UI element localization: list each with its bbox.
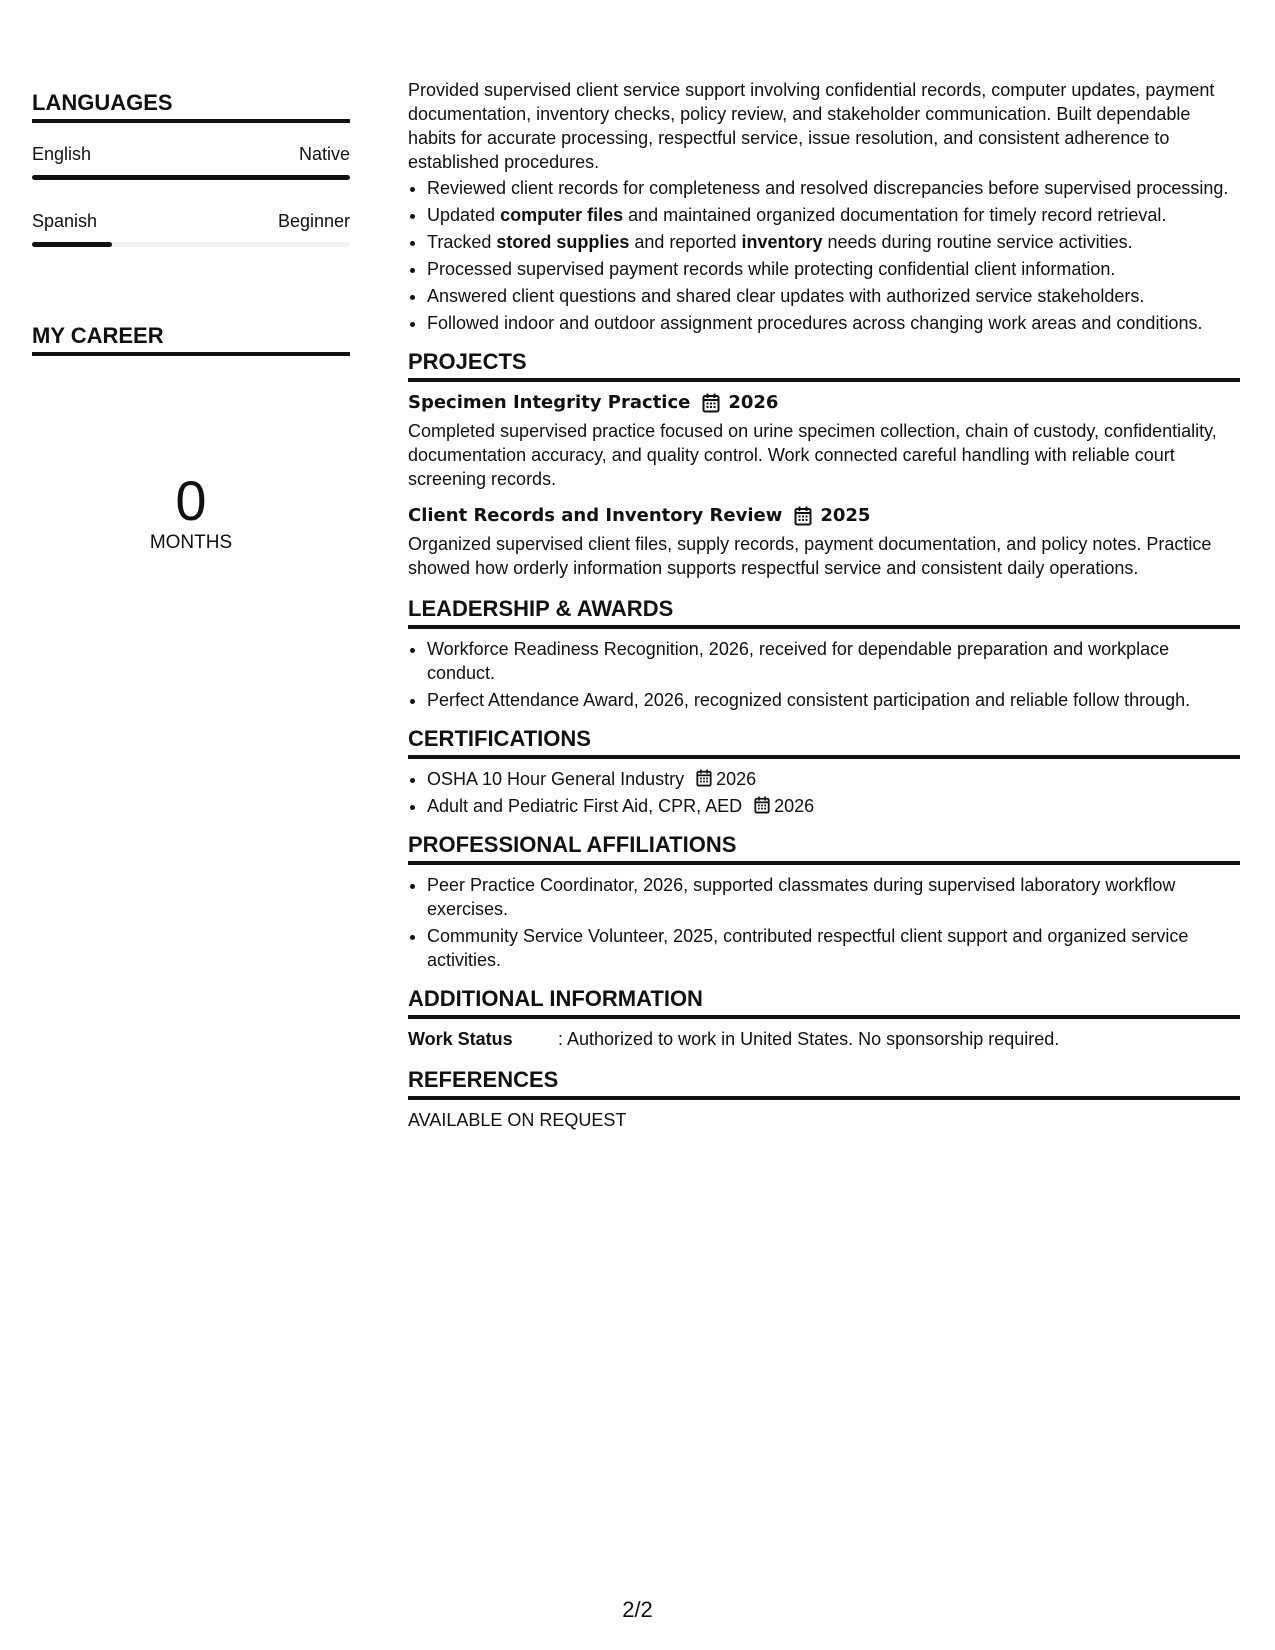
project-title: Specimen Integrity Practice (408, 392, 691, 413)
career-unit: MONTHS (149, 532, 233, 553)
certification-year: 2026 (716, 769, 757, 789)
work-status-row (408, 1027, 1240, 1051)
career-duration (32, 471, 350, 555)
project-year: 2026 (728, 392, 779, 413)
leadership-heading: LEADERSHIP & AWARDS (408, 596, 1240, 629)
language-item (32, 143, 350, 180)
calendar-icon (794, 506, 812, 526)
calendar-icon (696, 769, 712, 787)
language-proficiency-fill (32, 175, 350, 180)
certification-name: Adult and Pediatric First Aid, CPR, AED (427, 796, 743, 816)
project-description: Completed supervised practice focused on urine specimen collection, chain of custody, confidentiality, documentation accuracy, and quality control. Work connected careful handling with reliable court screening records. (408, 421, 1217, 489)
calendar-icon (754, 796, 770, 814)
certifications-heading: CERTIFICATIONS (408, 726, 1240, 759)
certifications-section (408, 726, 1240, 818)
calendar-icon (702, 393, 720, 413)
language-proficiency-fill (32, 242, 112, 247)
main-content (408, 78, 1240, 1132)
language-level: Beginner (277, 211, 350, 231)
project-item (408, 503, 1240, 580)
list-item: • Answered client questions and shared clear updates with authorized service stakeholders. (427, 284, 1240, 308)
experience-section (408, 78, 1240, 335)
references-text: AVAILABLE ON REQUEST (408, 1110, 627, 1130)
language-level: Native (298, 144, 350, 164)
sidebar (32, 90, 350, 555)
references-heading: REFERENCES (408, 1067, 1240, 1100)
list-item: • Peer Practice Coordinator, 2026, supported classmates during supervised laboratory workflow exercises. (427, 873, 1240, 921)
language-name: English (32, 144, 92, 164)
list-item (427, 767, 1240, 791)
language-proficiency-bar (32, 175, 350, 180)
list-item: • Followed indoor and outdoor assignment procedures across changing work areas and conditions. (427, 311, 1240, 335)
work-status-value: : Authorized to work in United States. No sponsorship required. (558, 1029, 1060, 1049)
page-number: 2/2 (622, 1597, 653, 1622)
career-heading: MY CAREER (32, 323, 350, 356)
project-year: 2025 (820, 505, 871, 526)
project-item (408, 390, 1240, 491)
list-item (427, 794, 1240, 818)
project-title: Client Records and Inventory Review (408, 505, 783, 526)
experience-summary: Provided supervised client service support involving confidential records, computer updates, payment documentation, inventory checks, policy review, and stakeholder communication. Built dependable habits for accurate processing, respectful service, issue resolution, and consistent adherence to established procedures. (408, 80, 1215, 172)
language-name: Spanish (32, 211, 98, 231)
work-status-label: Work Status (408, 1029, 513, 1049)
affiliations-section (408, 832, 1240, 972)
list-item: • Processed supervised payment records while protecting confidential client information. (427, 257, 1240, 281)
list-item: • Reviewed client records for completeness and resolved discrepancies before supervised processing. (427, 176, 1240, 200)
list-item: • Perfect Attendance Award, 2026, recognized consistent participation and reliable follow through. (427, 688, 1240, 712)
career-value: 0 (175, 469, 207, 532)
list-item: • Workforce Readiness Recognition, 2026, received for dependable preparation and workplace conduct. (427, 637, 1240, 685)
certification-name: OSHA 10 Hour General Industry (427, 769, 685, 789)
language-item (32, 210, 350, 247)
languages-heading: LANGUAGES (32, 90, 350, 123)
list-item: • Tracked stored supplies and reported inventory needs during routine service activities. (427, 230, 1240, 254)
leadership-section (408, 596, 1240, 712)
certification-year: 2026 (774, 796, 815, 816)
additional-info-heading: ADDITIONAL INFORMATION (408, 986, 1240, 1019)
projects-section (408, 349, 1240, 580)
project-description: Organized supervised client files, supply records, payment documentation, and policy notes. Practice showed how orderly information supports respectful service and consistent daily operations. (408, 534, 1212, 578)
list-item: • Updated computer files and maintained organized documentation for timely record retrieval. (427, 203, 1240, 227)
additional-info-section (408, 986, 1240, 1051)
list-item: • Community Service Volunteer, 2025, contributed respectful client support and organized service activities. (427, 924, 1240, 972)
experience-bullets (408, 176, 1240, 335)
projects-heading: PROJECTS (408, 349, 1240, 382)
language-proficiency-bar (32, 242, 350, 247)
affiliations-heading: PROFESSIONAL AFFILIATIONS (408, 832, 1240, 865)
references-section (408, 1067, 1240, 1132)
